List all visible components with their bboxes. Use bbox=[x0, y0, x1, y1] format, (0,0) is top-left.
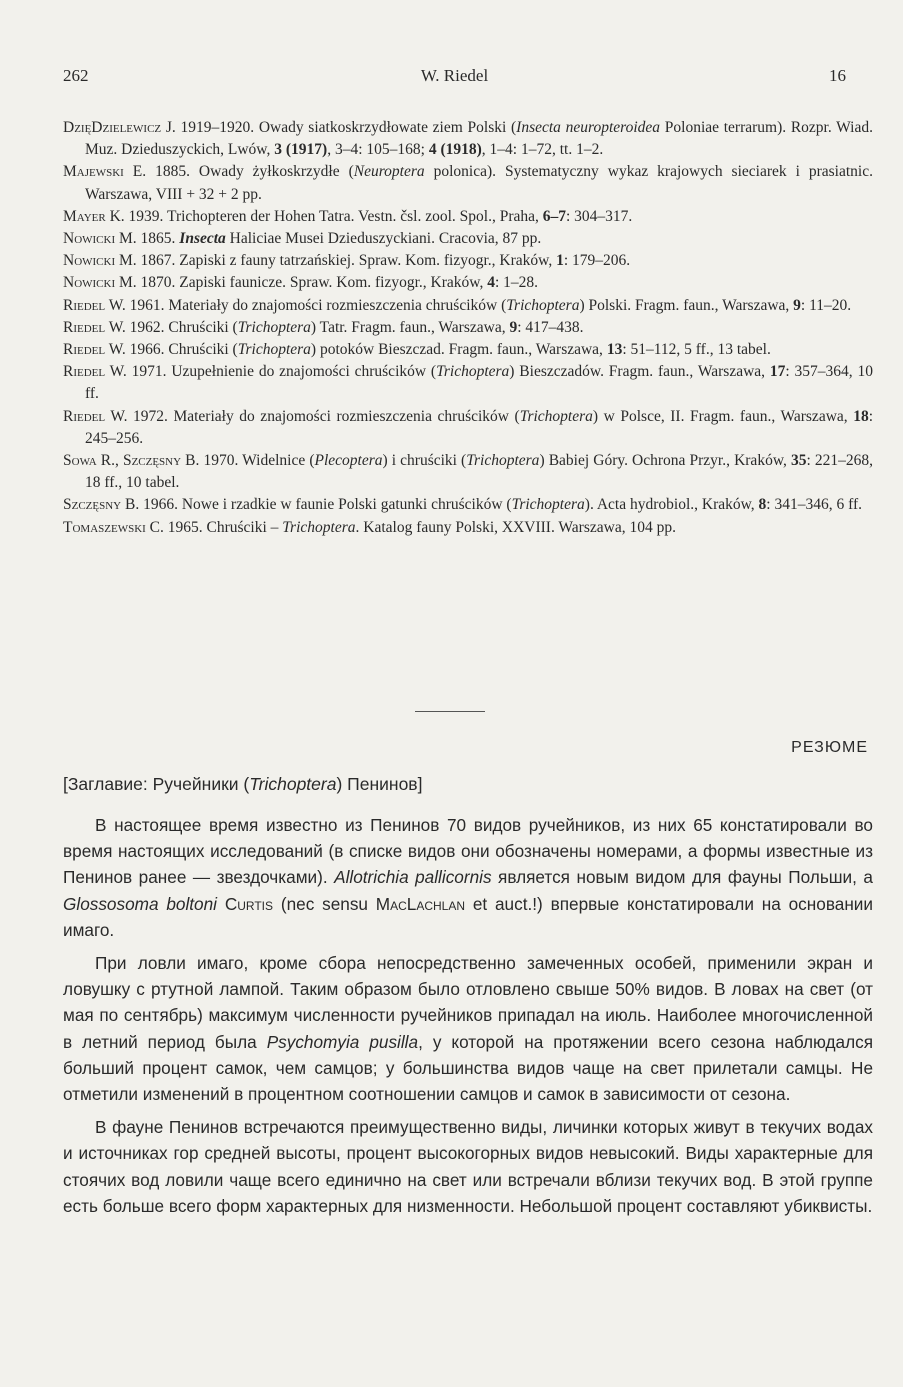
text-run: 1962. Chruściki ( bbox=[125, 318, 238, 336]
text-run: , 1–4: 1–72, tt. 1–2. bbox=[481, 141, 604, 159]
reference-entry bbox=[63, 228, 873, 250]
text-run: : 221–268, 18 ff., 10 tabel. bbox=[85, 452, 874, 492]
italic-term: Trichoptera bbox=[237, 341, 311, 359]
text-run: При ловли имаго, кроме сбора непосредственно замеченных особей, применили экран и ловушку с ртутной лампой. Таким образом было отловлено свыше 50% видов. В ловах на свет (от мая по сентябрь) максимум численности ручейников припадал на июль. Наиболее многочисленной в летний период была bbox=[63, 953, 873, 1052]
bold-volume: 18 bbox=[853, 407, 869, 425]
reference-author: DzięDzielewicz J. bbox=[63, 119, 176, 136]
reference-author: Sowa R., Szczęsny B. bbox=[63, 452, 200, 470]
bold-volume: 13 bbox=[606, 341, 623, 359]
text-run: ) Пенинов] bbox=[336, 774, 423, 794]
text-run: ) Tatr. Fragm. faun., Warszawa, bbox=[310, 318, 510, 336]
reference-entry bbox=[63, 517, 873, 539]
text-run: 1885. Owady żyłkoskrzydłe ( bbox=[146, 163, 354, 181]
reference-entry bbox=[63, 206, 873, 228]
reference-author: Nowicki M. bbox=[63, 230, 137, 248]
text-run: et auct.!) впервые констатировали на основании имаго. bbox=[63, 893, 874, 940]
reference-author: Tomaszewski C. bbox=[63, 518, 164, 536]
italic-term: Trichoptera bbox=[506, 296, 580, 314]
bold-volume: 17 bbox=[769, 363, 786, 381]
italic-term: Trichoptera bbox=[249, 774, 337, 794]
text-run: : 417–438. bbox=[517, 318, 584, 336]
bold-volume: 8 bbox=[758, 496, 767, 514]
bold-volume: (1917) bbox=[285, 141, 328, 159]
text-run: : 304–317. bbox=[566, 207, 633, 225]
reference-entry bbox=[63, 161, 873, 205]
section-divider bbox=[415, 711, 485, 712]
small-caps-author: Curtis bbox=[224, 893, 274, 914]
bold-volume: 6–7 bbox=[542, 207, 566, 225]
bold-volume: 9 bbox=[509, 318, 518, 336]
reference-entry bbox=[63, 250, 873, 272]
reference-author: Nowicki M. bbox=[63, 252, 137, 270]
text-run: : 51–112, 5 ff., 13 tabel. bbox=[622, 341, 771, 359]
reference-author: Riedel W. bbox=[63, 341, 126, 359]
reference-entry bbox=[63, 295, 873, 317]
bold-volume: 1 bbox=[556, 252, 564, 270]
reference-author: Mayer K. bbox=[63, 207, 125, 225]
reference-author: Riedel W. bbox=[63, 363, 127, 381]
italic-term: Glossosoma boltoni bbox=[63, 893, 217, 914]
text-run: , у которой на протяжении всего сезона наблюдался больший процент самок, чем самцов; у большинства видов чаще на свет прилетали самцы. Не отметили изменений в процентном соотношении самцов и самок в зависимости от сезона. bbox=[63, 1031, 874, 1105]
text-run: ) i chruściki ( bbox=[382, 452, 467, 470]
resume-paragraph bbox=[63, 1114, 873, 1219]
resume-body bbox=[63, 812, 873, 1226]
reference-entry bbox=[63, 406, 873, 450]
text-run: 1971. Uzupełnienie do znajomości chruścików ( bbox=[126, 363, 437, 381]
reference-author: Riedel W. bbox=[63, 407, 128, 425]
text-run: В фауне Пенинов встречаются преимущественно виды, личинки которых живут в текучих водах и источниках гор средней высоты, процент высокогорных видов невысокий. Виды характерные для стоячих вод ловили чаще всего единично на свет или встречали вблизи текучих вод. В этой группе есть больше всего форм характерных для низменности. Небольшой процент составляют убиквисты. bbox=[63, 1117, 873, 1216]
text-run: ) Babiej Góry. Ochrona Przyr., Kraków, bbox=[539, 452, 791, 470]
reference-entry bbox=[63, 361, 873, 405]
resume-paragraph bbox=[63, 950, 873, 1107]
resume-title bbox=[63, 774, 873, 795]
text-run: ) w Polsce, II. Fragm. faun., Warszawa, bbox=[592, 407, 854, 425]
italic-term: Allotrichia pallicornis bbox=[334, 867, 492, 888]
text-run: polonica). Systematyczny wykaz krajowych sieciarek i prasiatnic. Warszawa, VIII + 32 + 2 pp. bbox=[85, 163, 873, 203]
reference-author: Nowicki M. bbox=[63, 274, 137, 292]
italic-term: Trichoptera bbox=[466, 452, 540, 470]
text-run: Poloniae terrarum). Rozpr. Wiad. Muz. Dzieduszyckich, Lwów, bbox=[85, 119, 873, 159]
small-caps-author: MacLachlan bbox=[375, 893, 466, 914]
italic-term: Trichoptera bbox=[436, 363, 510, 381]
text-run: : 245–256. bbox=[85, 407, 874, 447]
reference-entry bbox=[63, 339, 873, 361]
text-run: [Заглавие: Ручейники ( bbox=[63, 774, 250, 794]
text-run: . Katalog fauny Polski, XXVIII. Warszawa, 104 pp. bbox=[355, 518, 676, 536]
reference-entry bbox=[63, 272, 873, 294]
text-run: 1865. bbox=[136, 230, 180, 248]
page-header bbox=[63, 66, 846, 90]
text-run: 1867. Zapiski z fauny tatrzańskiej. Spraw. Kom. fizyogr., Kraków, bbox=[136, 252, 557, 270]
page-number-left: 262 bbox=[63, 66, 89, 85]
text-run: : 357–364, 10 ff. bbox=[85, 363, 874, 403]
bold-volume: 3 bbox=[274, 141, 282, 159]
text-run: Haliciae Musei Dzieduszyckiani. Cracovia, 87 pp. bbox=[225, 230, 542, 248]
reference-author: Szczęsny B. bbox=[63, 496, 140, 514]
italic-term: Trichoptera bbox=[237, 318, 311, 336]
text-run: 1966. Nowe i rzadkie w faunie Polski gatunki chruścików ( bbox=[139, 496, 512, 514]
text-run: 1972. Materiały do znajomości rozmieszczenia chruścików ( bbox=[127, 407, 520, 425]
reference-entry bbox=[63, 317, 873, 339]
text-run: 1919–1920. Owady siatkoskrzydłowate ziem Polski ( bbox=[175, 119, 517, 136]
text-run: ) potoków Bieszczad. Fragm. faun., Warszawa, bbox=[310, 341, 607, 359]
reference-entry bbox=[63, 450, 873, 494]
italic-term: Plecoptera bbox=[314, 452, 383, 470]
text-run: 1939. Trichopteren der Hohen Tatra. Vestn. čsl. zool. Spol., Praha, bbox=[124, 207, 543, 225]
text-run: ) Polski. Fragm. faun., Warszawa, bbox=[579, 296, 794, 314]
text-run: : 11–20. bbox=[800, 296, 852, 314]
text-run: В настоящее время известно из Пенинов 70 видов ручейников, из них 65 констатировали во время настоящих исследований (в списке видов они обозначены номерами, а формы известные из Пенинов ранее — звездочками). bbox=[63, 815, 873, 888]
reference-entry bbox=[63, 494, 873, 516]
italic-term: Insecta neuropteroidea bbox=[516, 119, 661, 136]
reference-entry bbox=[63, 117, 873, 161]
text-run bbox=[217, 894, 225, 914]
resume-heading: РЕЗЮМЕ bbox=[791, 739, 868, 756]
resume-paragraph bbox=[63, 812, 873, 943]
reference-list bbox=[63, 117, 873, 539]
text-run: 1970. Widelnice ( bbox=[199, 452, 315, 470]
reference-author: Riedel W. bbox=[63, 296, 126, 314]
italic-term: Trichoptera bbox=[282, 518, 356, 536]
italic-term: Trichoptera bbox=[519, 407, 593, 425]
running-title: W. Riedel bbox=[420, 66, 489, 85]
italic-term: Psychomyia pusilla bbox=[266, 1031, 419, 1052]
text-run: , 3–4: 105–168; bbox=[327, 141, 429, 159]
page-number-right: 16 bbox=[829, 66, 846, 85]
italic-term: Trichoptera bbox=[511, 496, 585, 514]
reference-author: Riedel W. bbox=[63, 318, 126, 336]
reference-author: Majewski E. bbox=[63, 163, 147, 181]
text-run: ) Bieszczadów. Fragm. faun., Warszawa, bbox=[509, 363, 770, 381]
text-run: : 341–346, 6 ff. bbox=[766, 496, 863, 514]
text-run: 1870. Zapiski faunicze. Spraw. Kom. fizyogr., Kraków, bbox=[136, 274, 488, 292]
text-run: 1965. Chruściki – bbox=[163, 518, 283, 536]
text-run: ). Acta hydrobiol., Kraków, bbox=[584, 496, 759, 514]
bold-volume: (1918) bbox=[440, 141, 482, 159]
bold-volume: 35 bbox=[790, 452, 807, 470]
text-run: 1961. Materiały do znajomości rozmieszczenia chruścików ( bbox=[125, 296, 507, 314]
text-run: (nec sensu bbox=[273, 893, 376, 914]
bold-volume: 9 bbox=[793, 296, 801, 314]
text-run: является новым видом для фауны Польши, а bbox=[491, 867, 873, 888]
italic-term: Neuroptera bbox=[353, 163, 425, 181]
text-run: : 179–206. bbox=[563, 252, 631, 270]
text-run: 1966. Chruściki ( bbox=[125, 341, 238, 359]
bold-volume: 4 bbox=[428, 141, 437, 159]
bold-italic-term: Insecta bbox=[179, 230, 226, 248]
bold-volume: 4 bbox=[487, 274, 495, 292]
text-run: : 1–28. bbox=[494, 274, 539, 292]
